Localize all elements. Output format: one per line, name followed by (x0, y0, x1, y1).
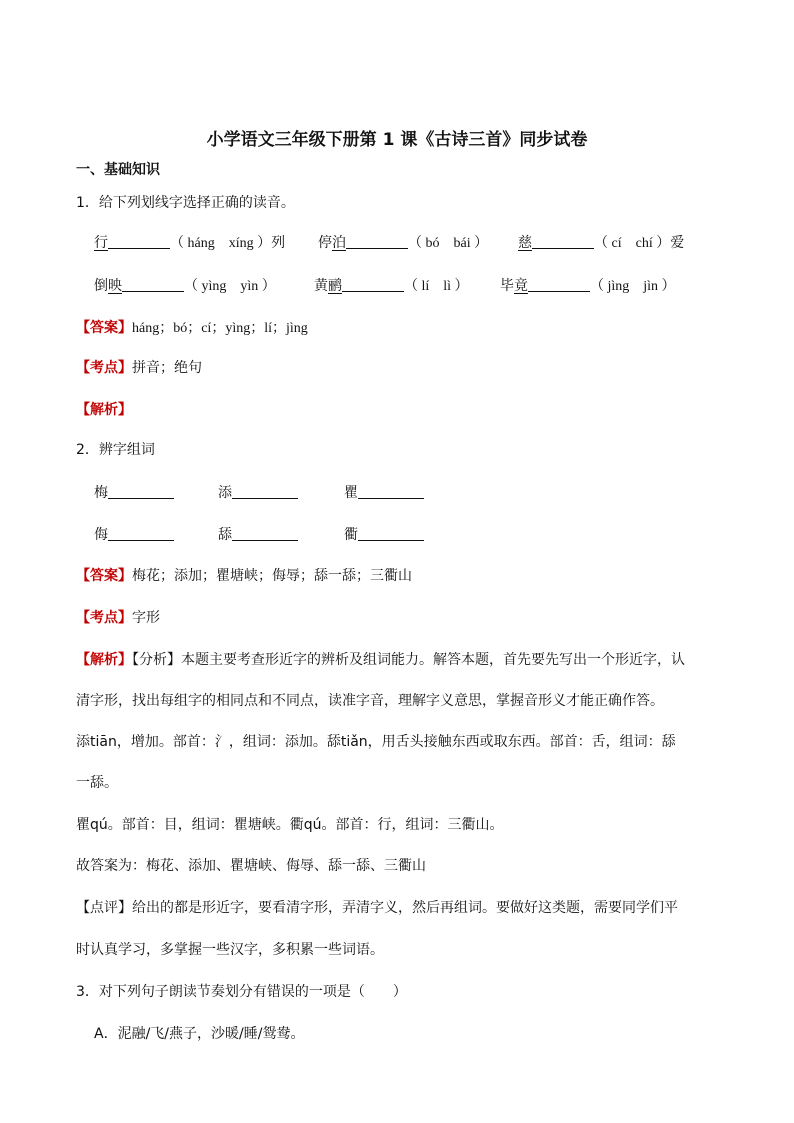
q2-comment-line-1: 【点评】给出的都是形近字，要看清字形，弄清字义，然后再组词。要做好这类题，需要同学们平 (76, 900, 678, 916)
q2-analysis-line-1: 【解析】【分析】本题主要考查形近字的辨析及组词能力。解答本题，首先要先写出一个形近字，认 (76, 652, 685, 668)
q1-item-5: 黄鹂 （ lí lì ） (314, 278, 469, 294)
question-3-prompt: 3．对下列句子朗读节奏划分有错误的一项是（ ） (76, 984, 407, 1000)
q2-analysis-line-2: 清字形，找出每组字的相同点和不同点，读准字音，理解字义意思，掌握音形义才能正确作答。 (76, 693, 664, 709)
answer-blank (358, 525, 424, 541)
q2-item-4: 侮 (94, 525, 174, 545)
q2-comment-line-2: 时认真学习，多掌握一些汉字，多积累一些词语。 (76, 942, 384, 958)
q2-analysis-line-4: 一舔。 (76, 775, 118, 791)
answer-blank (532, 233, 594, 249)
q2-item-2: 添 (218, 483, 298, 503)
q1-answer: 【答案】háng；bó；cí；yìng；lí；jìng (76, 320, 308, 336)
q1-item-3: 慈 （ cí chí ）爱 (518, 235, 685, 251)
answer-blank (108, 233, 170, 249)
q3-option-a: A．泥融/飞/燕子，沙暖/睡/鸳鸯。 (94, 1026, 305, 1042)
q2-item-1: 梅 (94, 483, 174, 503)
q1-item-6: 毕竟 （ jìng jìn ） (500, 278, 676, 294)
q2-item-5: 舔 (218, 525, 298, 545)
section-heading: 一、基础知识 (76, 162, 160, 178)
answer-blank (232, 525, 298, 541)
page-title: 小学语文三年级下册第 1 课《古诗三首》同步试卷 (206, 130, 588, 150)
underlined-char: 慈 (518, 235, 532, 251)
underlined-char: 映 (108, 278, 122, 294)
q2-point: 【考点】字形 (76, 610, 160, 626)
q2-answer: 【答案】梅花；添加；瞿塘峡；侮辱；舔一舔；三衢山 (76, 568, 412, 584)
q1-analysis: 【解析】 (76, 402, 132, 418)
q2-analysis-line-3: 添tiān，增加。部首：氵，组词：添加。舔tiǎn，用舌头接触东西或取东西。部首：舌，组词：舔 (76, 734, 676, 750)
q1-point: 【考点】拼音；绝句 (76, 360, 202, 376)
question-2-prompt: 2．辨字组词 (76, 442, 155, 458)
answer-blank (108, 525, 174, 541)
answer-blank (232, 483, 298, 499)
q2-item-3: 瞿 (344, 483, 424, 503)
q1-item-1: 行 （ háng xíng ）列 (94, 235, 286, 251)
answer-blank (342, 276, 404, 292)
q2-analysis-line-5: 瞿qú。部首：目，组词：瞿塘峡。衢qú。部首：行，组词：三衢山。 (76, 817, 504, 833)
underlined-char: 泊 (332, 235, 346, 251)
answer-blank (346, 233, 408, 249)
q1-item-2: 停泊 （ bó bái ） (318, 235, 489, 251)
q2-item-6: 衢 (344, 525, 424, 545)
underlined-char: 鹂 (328, 278, 342, 294)
answer-blank (122, 276, 184, 292)
question-1-prompt: 1．给下列划线字选择正确的读音。 (76, 195, 295, 211)
answer-blank (108, 483, 174, 499)
q2-analysis-line-6: 故答案为：梅花、添加、瞿塘峡、侮辱、舔一舔、三衢山 (76, 858, 426, 874)
answer-blank (358, 483, 424, 499)
answer-blank (528, 276, 590, 292)
q1-item-4: 倒映 （ yìng yìn ） (94, 278, 276, 294)
underlined-char: 竟 (514, 278, 528, 294)
underlined-char: 行 (94, 235, 108, 251)
